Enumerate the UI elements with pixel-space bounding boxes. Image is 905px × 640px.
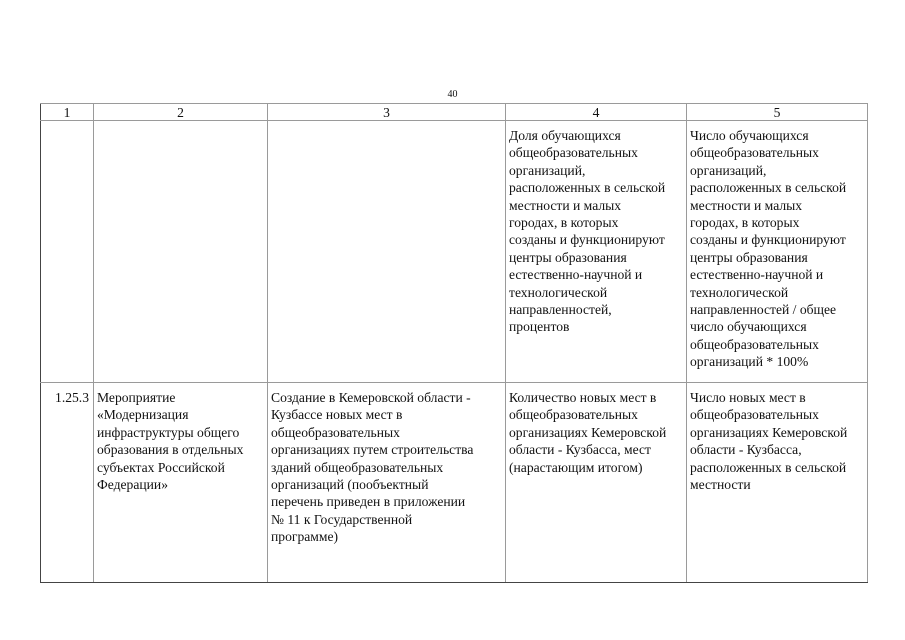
page-number: 40 — [447, 89, 458, 100]
header-cell-3: 3 — [268, 104, 506, 121]
indicator-cell: Количество новых мест в общеобразовательных организациях Кемеровской области - Кузбасса, мест (нарастающим итогом) — [506, 383, 687, 583]
event-name-cell — [94, 121, 268, 383]
formula-cell: Число новых мест в общеобразовательных организациях Кемеровской области - Кузбасса, расположенных в сельской местности — [687, 383, 868, 583]
table-row — [41, 121, 868, 383]
indicators-table — [40, 103, 868, 583]
table-row — [41, 383, 868, 583]
formula-cell: Число обучающихся общеобразовательных организаций, расположенных в сельской местности и малых городах, в которых созданы и функционируют центры образования естественно-научной и технологической направленностей / общее число обучающихся общеобразовательных организаций * 100% — [687, 121, 868, 383]
table-header-row — [41, 104, 868, 121]
description-cell — [268, 121, 506, 383]
header-cell-1: 1 — [41, 104, 94, 121]
header-cell-4: 4 — [506, 104, 687, 121]
indicator-cell: Доля обучающихся общеобразовательных организаций, расположенных в сельской местности и малых городах, в которых созданы и функционируют центры образования естественно-научной и технологической направленностей, процентов — [506, 121, 687, 383]
row-number-cell: 1.25.3 — [41, 383, 94, 583]
header-cell-2: 2 — [94, 104, 268, 121]
description-cell: Создание в Кемеровской области - Кузбассе новых мест в общеобразовательных организациях путем строительства зданий общеобразовательных организаций (пообъектный перечень приведен в приложении № 11 к Государственной программе) — [268, 383, 506, 583]
event-name-cell: Мероприятие «Модернизация инфраструктуры общего образования в отдельных субъектах Российской Федерации» — [94, 383, 268, 583]
header-cell-5: 5 — [687, 104, 868, 121]
row-number-cell — [41, 121, 94, 383]
